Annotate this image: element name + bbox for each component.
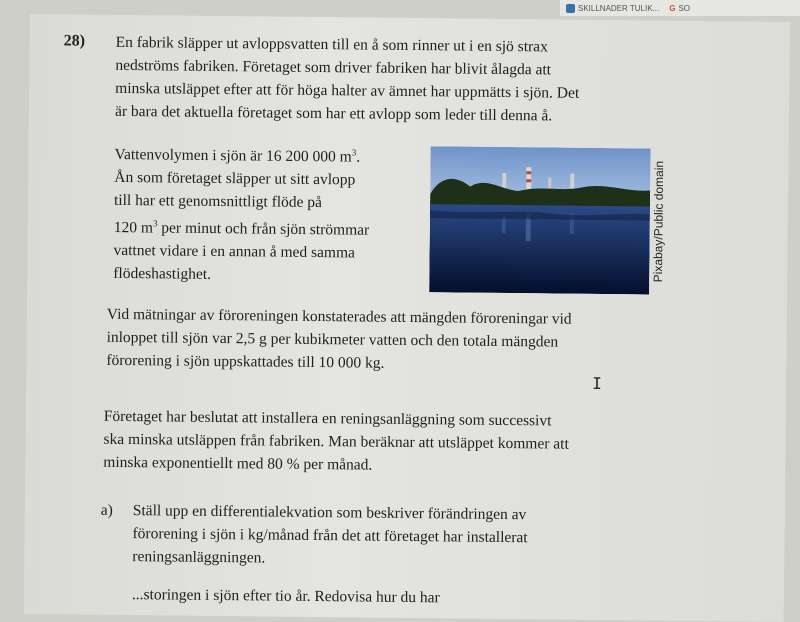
part-a-text: Ställ upp en differentialekvation som beskriver förändringen av förorening i sjön i kg/månad från det att företaget har installerat reningsanläggningen. (132, 502, 528, 567)
bookmark-favicon-icon (566, 4, 575, 13)
measurement-paragraph: Vid mätningar av föroreningen konstaterades att mängden föroreningar vid inloppet till sjön var 2,5 g per kubikmeter vatten och den totala mängden förorening i sjön uppskattades till 10 000 kg. (106, 305, 572, 372)
question-number: 28) (63, 32, 86, 50)
bookmark-item[interactable]: G SO (669, 3, 691, 13)
google-icon: G (669, 3, 676, 13)
document-page (24, 14, 790, 622)
bookmark-item[interactable]: SKILLNADER TULIK... (566, 4, 659, 13)
text-cursor-icon: I (592, 373, 602, 394)
photo-image (429, 146, 651, 294)
lake-factory-photo (429, 146, 651, 294)
part-a-label: a) (100, 501, 113, 519)
photo-credit: Pixabay/Public domain (651, 160, 667, 283)
bookmark-bar (560, 0, 800, 16)
decision-paragraph: Företaget har beslutat att installera en reningsanläggning som successivt ska minska utsläppen från fabriken. Man beräknar att utsläppet kommer att minska exponentiellt med 80 % per månad. (103, 407, 569, 474)
volume-paragraph: Vattenvolymen i sjön är 16 200 000 $m^3$. Ån som företaget släpper ut sitt avlopp till har ett genomsnittligt flöde på 120 $m^3$ per minut och från sjön strömmar vattnet vidare i en annan å med samma flödeshastighet. (113, 146, 370, 284)
part-b-partial: ...storingen i sjön efter tio år. Redovisa hur du har (131, 586, 440, 607)
intro-paragraph: En fabrik släpper ut avloppsvatten till en å som rinner ut i en sjö strax nedströms fabriken. Företaget som driver fabriken har blivit ålagda att minska utsläppet efter att för höga halter av ämnet har uppmätts i sjön. Det är bara det aktuella företaget som har ett avlopp som leder till denna å. (114, 33, 580, 125)
part-a (100, 499, 681, 574)
